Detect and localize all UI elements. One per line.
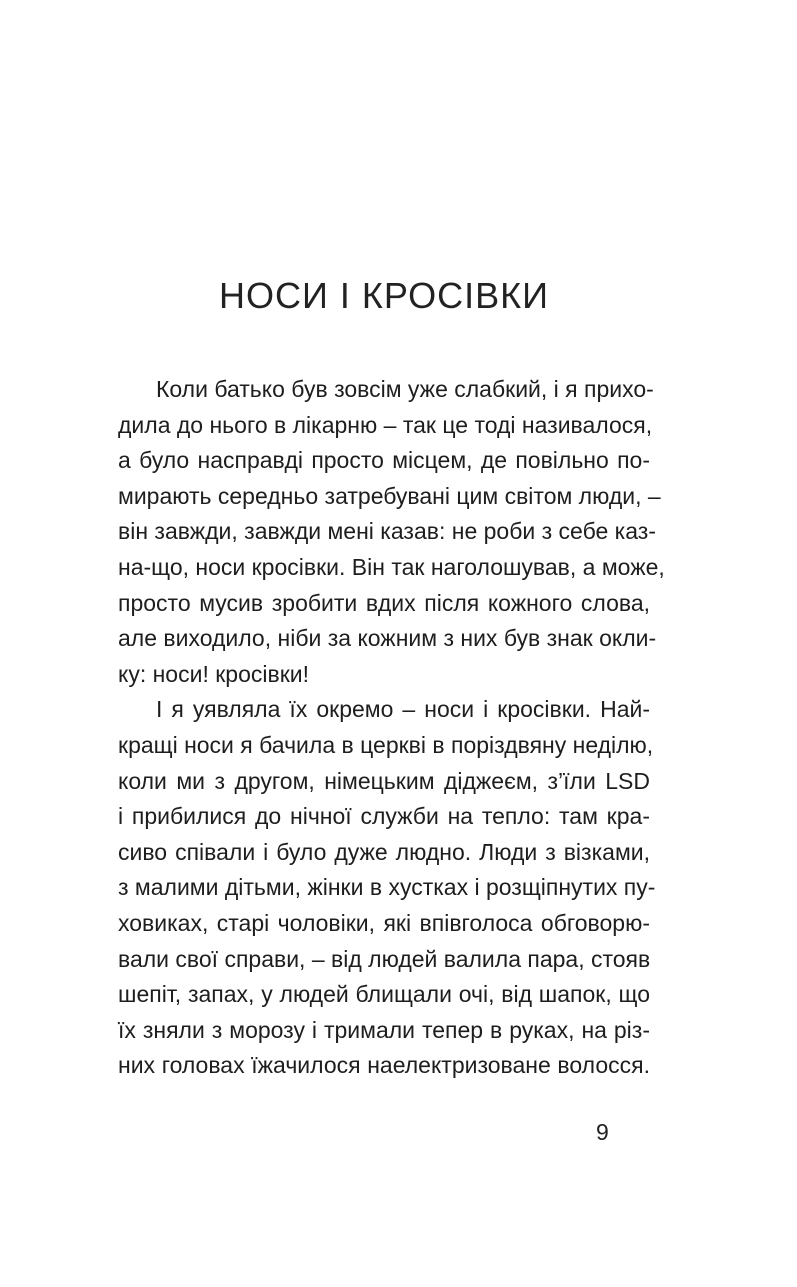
paragraph-1-line-6: на-що, носи кросівки. Він так наголошував, а може, (118, 553, 665, 580)
paragraph-1-line-3: а було насправді просто місцем, де повільно по- (118, 447, 650, 474)
paragraph-2-line-6: з малими дітьми, жінки в хустках і розщіпнутих пу- (118, 874, 656, 901)
paragraph-2-line-11: них головах їжачилося наелектризоване волосся. (118, 1052, 650, 1079)
paragraph-2-line-7: ховиках, старі чоловіки, які впівголоса обговорю- (118, 909, 650, 936)
paragraph-1-line-4: мирають середньо затребувані цим світом люди, – (118, 482, 661, 509)
page-number: 9 (596, 1119, 609, 1145)
paragraph-1-line-8: але виходило, ніби за кожним з них був знак окли- (118, 625, 657, 652)
body-text (118, 372, 665, 1084)
paragraph-1-line-5: він завжди, завжди мені казав: не роби з себе каз- (118, 518, 656, 545)
paragraph-2-line-8: вали свої справи, – від людей валила пара, стояв (118, 945, 651, 972)
paragraph-2-line-4: і прибилися до нічної служби на тепло: там кра- (118, 803, 650, 830)
paragraph-1-line-1: Коли батько був зовсім уже слабкий, і я прихо- (156, 376, 654, 402)
paragraph-1-line-7: просто мусив зробити вдих після кожного слова, (118, 589, 650, 616)
paragraph-2-line-2: кращі носи я бачила в церкві в поріздвяну неділю, (118, 731, 654, 758)
paragraph-2-line-1: І я уявляла їх окремо – носи і кросівки. Най- (156, 696, 650, 723)
paragraph-2-line-9: шепіт, запах, у людей блищали очі, від шапок, що (118, 981, 650, 1008)
paragraph-2-line-10: їх зняли з морозу і тримали тепер в руках, на різ- (118, 1016, 650, 1043)
paragraph-1-line-9: ку: носи! кросівки! (118, 660, 309, 687)
paragraph-1-line-2: дила до нього в лікарню – так це тоді називалося, (118, 411, 653, 438)
chapter-title: НОСИ І КРОСІВКИ (219, 275, 549, 316)
paragraph-2-line-5: сиво співали і було дуже людно. Люди з візками, (118, 838, 650, 865)
paragraph-2-line-3: коли ми з другом, німецьким діджеєм, з’їли LSD (118, 767, 650, 794)
